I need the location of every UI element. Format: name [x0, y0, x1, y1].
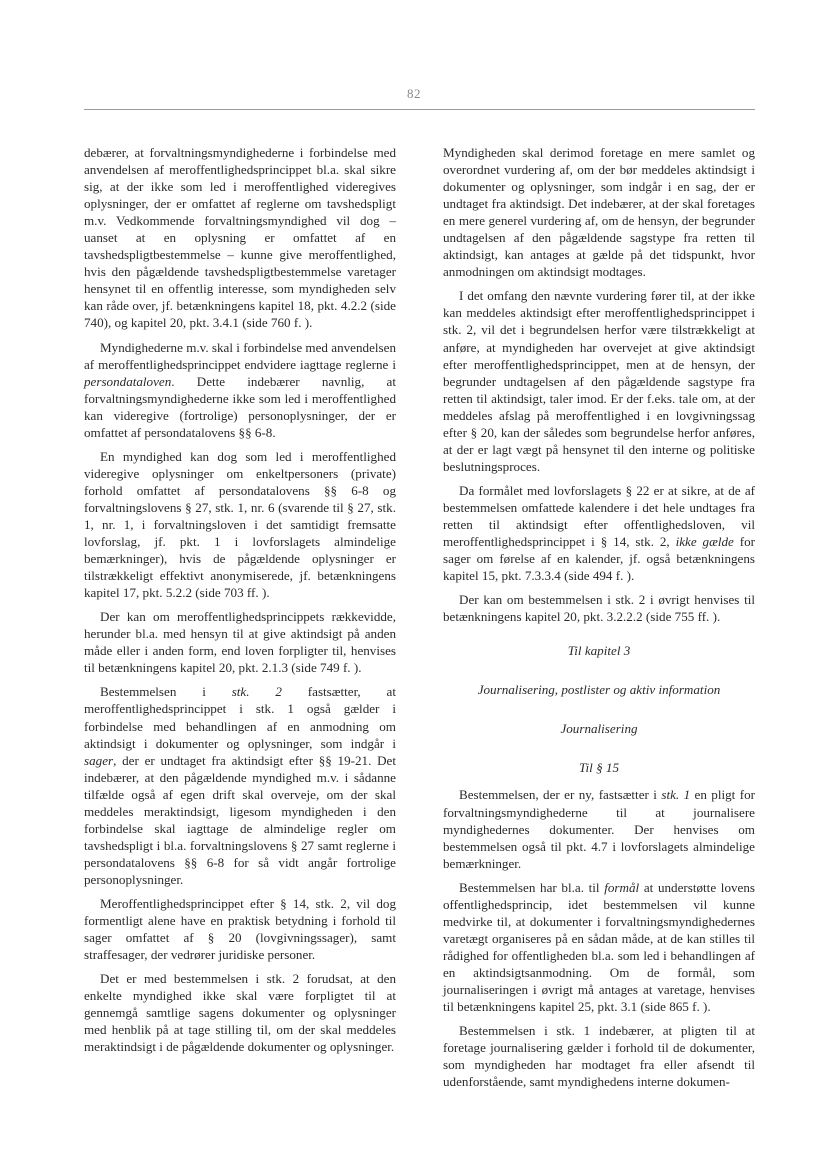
section-heading: Journalisering, postlister og aktiv information: [477, 682, 721, 698]
text-run: Da formålet med lovforslagets § 22 er at sikre, at de af bestemmelsen omfattede kalendere i det hele undtages fra retten til aktindsigt efter offentlighedsloven, vil meroffentlighedsprincippet i § 14, stk. 2,: [443, 482, 755, 550]
left-column: [84, 144, 396, 1062]
paragraph: [84, 339, 396, 441]
text-run: En myndighed kan dog som led i meroffentlighed videregive oplysninger om enkeltpersoners (private) forhold omfattet af persondatalovens §§ 6-8 og forvaltningslovens § 27, stk. 1, nr. 6 (svarende til § 27, stk. 1, nr. 1, i forvaltningsloven i det samtidigt fremsatte lovforslag, jf. pkt. 1 i lovforslagets almindelige bemærkninger), hvis de pågældende oplysninger er tilstrækkeligt effektivt anonymiserede, jf. betænkningens kapitel 17, pkt. 5.2.2 (side 703 ff. ).: [84, 448, 396, 601]
text-run: , der er undtaget fra aktindsigt efter §§ 19-21. Det indebærer, at den pågældende myndighed m.v. i sådanne tilfælde også af egen drift skal overveje, om der skal meddeles meraktindsigt, ligesom myndigheden i den forbindelse skal iagttage de almindelige regler om tavshedspligt i bl.a. forvaltningslovens § 27 samt reglerne i persondatalovens §§ 6-8 for så vidt angår fortrolige personoplysninger.: [84, 752, 396, 887]
paragraph: [443, 786, 755, 871]
italic-text: stk. 1: [661, 787, 691, 803]
paragraph: [84, 448, 396, 601]
text-run: fastsætter, at meroffentlighedsprincippet i stk. 1 også gælder i forbindelse med behandlingen af en anmodning om aktindsigt i dokumenter og oplysninger, som indgår i: [84, 684, 396, 751]
italic-text: ikke gælde: [675, 534, 734, 550]
spacer: [443, 698, 755, 720]
text-run: Bestemmelsen i stk. 1 indebærer, at pligten til at foretage journalisering gælder i forhold til de dokumenter, som myndigheden har modtaget fra eller afsendt til udenforstående, samt myndighedens interne dokumen-: [443, 1023, 755, 1090]
text-run: Der kan om bestemmelsen i stk. 2 i øvrigt henvises til betænkningens kapitel 20, pkt. 3.2.2.2 (side 755 ff. ).: [443, 592, 755, 625]
text-run: for sager om førelse af en kalender, jf. også betænkningens kapitel 15, pkt. 7.3.3.4 (side 494 f. ).: [443, 534, 756, 584]
right-column: [443, 144, 755, 1097]
text-run: Det er med bestemmelsen i stk. 2 forudsat, at den enkelte myndighed ikke skal være forpligtet til at gennemgå samtlige sagens dokumenter og oplysninger med henblik på at tage stilling til, om der skal meddeles meraktindsigt i de pågældende dokumenter og oplysninger.: [84, 971, 396, 1055]
text-run: at understøtte lovens offentlighedsprincip, idet bestemmelsen vil kunne medvirke til, at dokumenter i forvaltningsmyndighedernes varetægt organiseres på en sådan måde, at de kan stilles til rådighed for offentligheden bl.a. som led i behandlingen af en aktindsigtsanmodning. Om de formål, som journaliseringen i øvrigt må antages at varetage, henvises til betænkningens kapitel 25, pkt. 3.1 (side 865 f. ).: [443, 879, 755, 1015]
header-rule: [84, 109, 755, 110]
paragraph: [84, 895, 396, 963]
paragraph: [443, 879, 755, 1015]
paragraph: [443, 482, 755, 584]
text-run: Myndigheden skal derimod foretage en mere samlet og overordnet vurdering af, om der bør meddeles aktindsigt i dokumenter og oplysninger, som indgår i en sag, der er undtaget fra aktindsigt. Det indebærer, at der skal foretages en mere generel vurdering af, om de hensyn, der begrunder undtagelsen af den pågældende sagstype fra retten til aktindsigt, kan antages at gælde på det tidspunkt, hvor anmodningen om aktindsigt modtages.: [443, 145, 755, 280]
text-run: en pligt for forvaltningsmyndighederne til at journalisere myndighedernes dokumenter. Der henvises om bestemmelsen også til pkt. 4.7 i lovforslagets almindelige bemærkninger.: [443, 787, 755, 871]
text-run: Meroffentlighedsprincippet efter § 14, stk. 2, vil dog formentligt alene have en praktisk betydning i forhold til sager omfattet af § 20 (lovgivningssager), samt straffesager, der vedrører juridiske personer.: [84, 895, 396, 963]
paragraph: [84, 608, 396, 676]
paragraph: [84, 683, 396, 888]
spacer: [443, 776, 755, 786]
text-run: Bestemmelsen har bl.a. til: [459, 879, 605, 895]
text-run: Bestemmelsen i: [100, 684, 232, 700]
spacer: [443, 737, 755, 759]
spacer: [443, 632, 755, 642]
text-run: . Dette indebærer navnlig, at forvaltningsmyndighederne ikke som led i meroffentlighed kan videregive (fortrolige) personoplysninger, der er omfattet af persondatalovens §§ 6-8.: [84, 373, 396, 440]
italic-text: sager: [84, 752, 114, 768]
paragraph: [443, 144, 755, 280]
italic-text: stk. 2: [231, 684, 282, 700]
page-number: 82: [407, 86, 421, 101]
paragraph: [84, 970, 396, 1055]
italic-text: persondataloven: [84, 373, 172, 389]
spacer: [443, 659, 755, 681]
text-run: Bestemmelsen, der er ny, fastsætter i: [459, 787, 662, 803]
italic-text: formål: [604, 879, 640, 895]
section-heading: Til § 15: [578, 760, 620, 776]
paragraph: [443, 1022, 755, 1090]
section-heading: Journalisering: [560, 721, 638, 737]
text-run: I det omfang den nævnte vurdering fører til, at der ikke kan meddeles aktindsigt efter meroffentlighedsprincippet i stk. 2, vil det i begrundelsen herfor være tilstrækkeligt at anføre, at myndigheden har overvejet at give aktindsigt efter meroffentlighedsprincippet, men at de hensyn, der begrunder undtagelsen af den pågældende sagstype fra retten til aktindsigt, taler imod. Er der f.eks. tale om, at der meddeles afslag på meroffentlighed i en lovgivningssag efter § 20, kan der således som begrundelse herfor anføres, at der er lagt vægt på hensynet til den interne og politiske beslutningsproces.: [443, 288, 755, 474]
text-run: Der kan om meroffentlighedsprincippets rækkevidde, herunder bl.a. med hensyn til at give aktindsigt på anden måde eller i anden form, end loven forpligter til, henvises til betænkningens kapitel 20, pkt. 2.1.3 (side 749 f. ).: [84, 609, 396, 676]
section-heading: Til kapitel 3: [567, 643, 631, 659]
text-run: Myndighederne m.v. skal i forbindelse med anvendelsen af meroffentlighedsprincippet endvidere iagttage reglerne i: [84, 339, 396, 372]
paragraph: [443, 287, 755, 475]
text-run: debærer, at forvaltningsmyndighederne i forbindelse med anvendelsen af meroffentlighedsprincippet bl.a. skal sikre sig, at der ikke som led i meroffentlighed videregives oplysninger, der er omfattet af reglerne om tavshedspligt m.v. Vedkommende forvaltningsmyndighed vil dog – uanset at en oplysning er omfattet af en tavshedspligtbestemmelse – kunne give meroffentlighed, hvis den pågældende tavshedspligtbestemmelse varetager hensynet til en offentlig interesse, som myndigheden selv kan råde over, jf. betænkningens kapitel 18, pkt. 4.2.2 (side 740), og kapitel 20, pkt. 3.4.1 (side 760 f. ).: [84, 145, 396, 331]
paragraph: [84, 144, 396, 332]
paragraph: [443, 591, 755, 625]
